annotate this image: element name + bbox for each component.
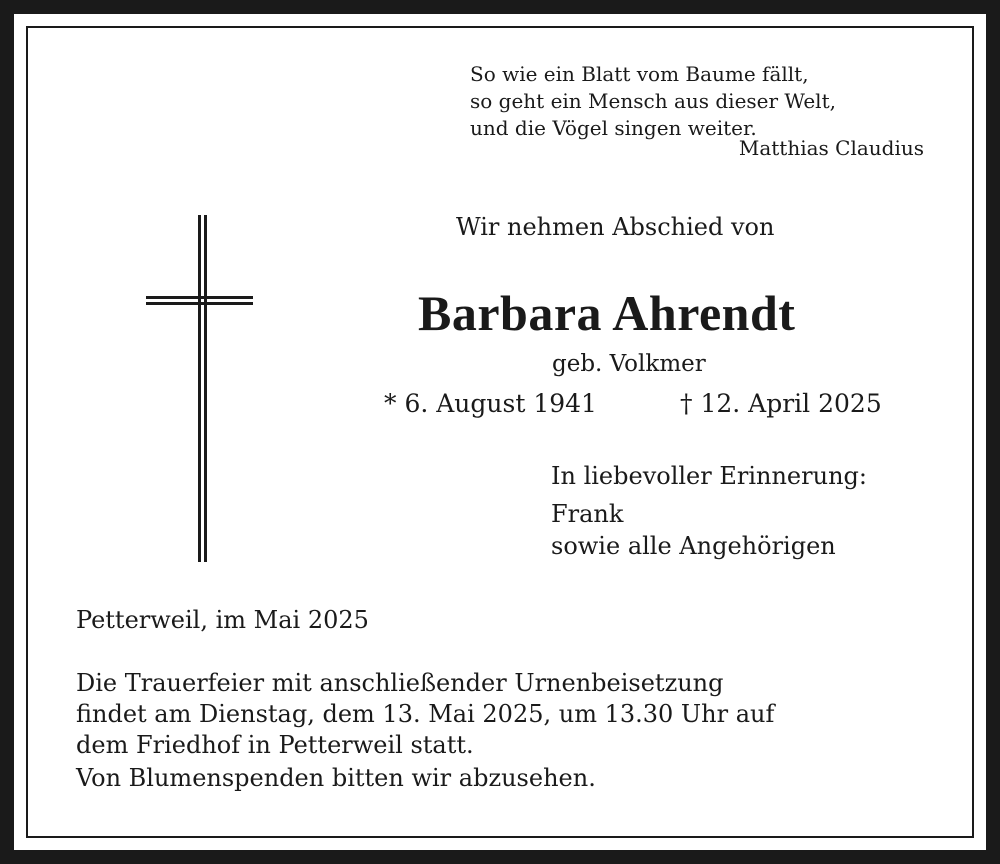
quote-line: so geht ein Mensch aus dieser Welt,: [470, 89, 836, 113]
quote-line: und die Vögel singen weiter.: [470, 116, 757, 140]
service-details: [76, 668, 774, 761]
quote-line: So wie ein Blatt vom Baume fällt,: [470, 62, 809, 86]
quote-block: [470, 61, 836, 142]
maiden-name: geb. Volkmer: [552, 351, 706, 377]
quote-author: Matthias Claudius: [738, 136, 924, 160]
service-line: Die Trauerfeier mit anschließender Urnenbeisetzung: [76, 669, 724, 697]
cross-icon: [146, 215, 254, 565]
service-line: findet am Dienstag, dem 13. Mai 2025, um 13.30 Uhr auf: [76, 700, 775, 728]
mourner-line: sowie alle Angehörigen: [551, 532, 836, 560]
memory-title: In liebevoller Erinnerung:: [551, 462, 867, 490]
farewell-intro: Wir nehmen Abschied von: [456, 213, 775, 241]
service-line: dem Friedhof in Petterweil statt.: [76, 731, 474, 759]
flowers-note: Von Blumenspenden bitten wir abzusehen.: [76, 764, 596, 792]
birth-date: * 6. August 1941: [384, 389, 597, 418]
deceased-name: Barbara Ahrendt: [418, 285, 796, 341]
mourner-line: Frank: [551, 500, 624, 528]
place-date: Petterweil, im Mai 2025: [76, 606, 369, 634]
death-date: † 12. April 2025: [680, 389, 882, 418]
